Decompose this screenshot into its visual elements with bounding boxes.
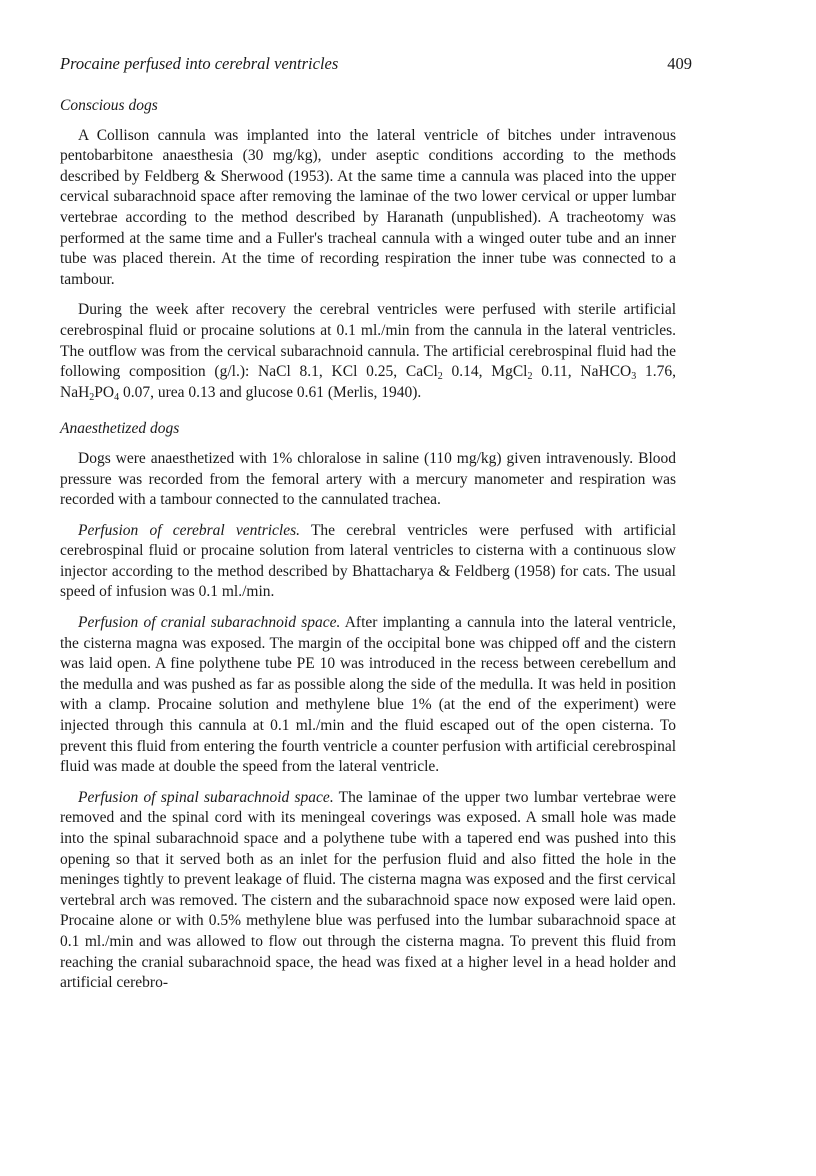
paragraph-perfusion-composition [60, 300, 676, 403]
text-segment: During the week after recovery the cerebral ventricles were perfused with sterile artificial cerebrospinal fluid or procaine solutions at 0.1 ml./min from the cannula in the lateral ventricles. The outflow was from the cervical subarachnoid cannula. The artificial cerebrospinal fluid had the following composition (g/l.): NaCl 8.1, KCl 0.25, CaCl [60, 301, 676, 381]
text-segment: 1.76, NaH [60, 363, 676, 401]
section-heading-conscious-dogs: Conscious dogs [60, 97, 158, 114]
paragraph-perfusion-cerebral-ventricles [60, 521, 676, 603]
subscript: 2 [89, 391, 95, 403]
paragraph-text: The laminae of the upper two lumbar vertebrae were removed and the spinal cord with its meningeal coverings was exposed. A small hole was made into the spinal subarachnoid space and a polythene tube with a tapered end was pushed into this opening so that it served both as an inlet for the perfusion fluid and also fitted the hole in the meninges tightly to prevent leakage of fluid. The cisterna magna was exposed and the first cervical vertebral arch was removed. The cistern and the subarachnoid space now exposed were laid open. Procaine alone or with 0.5% methylene blue was perfused into the lumbar subarachnoid space at 0.1 ml./min and was allowed to flow out through the cisterna magna. To prevent this fluid from reaching the cranial subarachnoid space, the head was fixed at a higher level in a head holder and artificial cerebro- [60, 788, 676, 992]
paragraph-anaesthesia: Dogs were anaesthetized with 1% chloralose in saline (110 mg/kg) given intravenously. Blood pressure was recorded from the femoral artery with a mercury manometer and respiration was recorded with a tambour connected to the cannulated trachea. [60, 449, 676, 509]
subscript: 2 [527, 371, 533, 383]
text-segment: 0.11, NaHCO [532, 363, 632, 381]
paragraph-perfusion-cranial-subarachnoid [60, 613, 676, 778]
subscript: 2 [437, 371, 443, 383]
subscript: 4 [114, 391, 120, 403]
text-segment: 0.07, urea 0.13 and glucose 0.61 (Merlis, 1940). [119, 383, 422, 401]
paragraph-title: Perfusion of cranial subarachnoid space. [78, 614, 341, 632]
running-head [60, 54, 692, 76]
subscript: 3 [631, 371, 637, 383]
paragraph-title: Perfusion of spinal subarachnoid space. [78, 788, 334, 806]
text-segment: 0.14, MgCl [442, 363, 528, 381]
body-text [60, 96, 676, 1004]
paragraph-perfusion-spinal-subarachnoid [60, 788, 676, 994]
paragraph-cannula-implantation: A Collison cannula was implanted into the lateral ventricle of bitches under intravenous pentobarbitone anaesthesia (30 mg/kg), under aseptic conditions according to the methods described by Feldberg & Sherwood (1953). At the same time a cannula was placed into the upper cervical subarachnoid space after removing the laminae of the two lower cervical or upper lumbar vertebrae according to the method described by Haranath (unpublished). A tracheotomy was performed at the same time and a Fuller's tracheal cannula with a winged outer tube and an inner tube was placed therein. At the time of recording respiration the inner tube was connected to a tambour. [60, 126, 676, 288]
paragraph-text: After implanting a cannula into the lateral ventricle, the cisterna magna was exposed. The margin of the occipital bone was chipped off and the cistern was laid open. A fine polythene tube PE 10 was introduced in the recess between cerebellum and the medulla and was pushed as far as possible along the side of the medulla. It was held in position with a clamp. Procaine solution and methylene blue 1% (at the end of the experiment) were injected through this cannula at 0.1 ml./min and the fluid escaped out of the open cisterna. To prevent this fluid from entering the fourth ventricle a counter perfusion with artificial cerebrospinal fluid was made at double the speed from the lateral ventricle. [60, 614, 676, 776]
page-number: 409 [667, 54, 692, 73]
section-heading-anaesthetized-dogs: Anaesthetized dogs [60, 420, 180, 438]
text-segment: PO [94, 383, 115, 401]
paragraph-title: Perfusion of cerebral ventricles. [78, 521, 301, 539]
running-title: Procaine perfused into cerebral ventricles [60, 54, 339, 73]
paragraph-text: The cerebral ventricles were perfused with artificial cerebrospinal fluid or procaine solution from lateral ventricles to cisterna with a continuous slow injector according to the method described by Bhattacharya & Feldberg (1958) for cats. The usual speed of infusion was 0.1 ml./min. [60, 521, 676, 601]
